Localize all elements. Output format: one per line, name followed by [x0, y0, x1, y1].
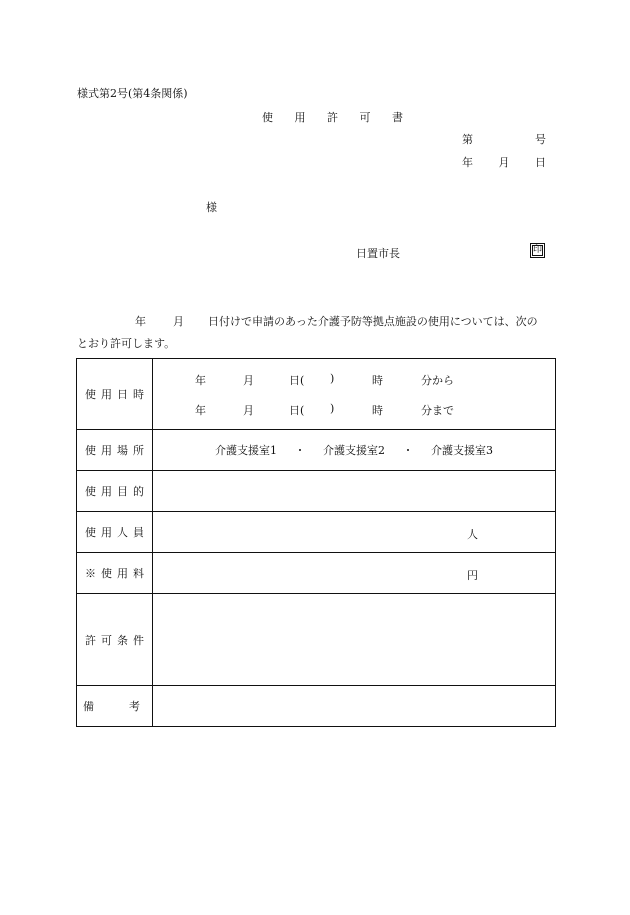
place-option-3: 介護支援室3 [431, 444, 493, 457]
place-separator: ・ [402, 444, 414, 457]
document-title: 使 用 許 可 書 [262, 111, 412, 124]
permit-body-text [77, 311, 557, 355]
table-row-purpose [77, 471, 556, 512]
datetime-value [153, 359, 556, 430]
persons-unit: 人 [467, 528, 478, 541]
place-label: 使用場所 [77, 430, 153, 471]
table-row-conditions [77, 594, 556, 686]
place-options [153, 430, 556, 471]
end-minute: 分まで [421, 404, 454, 417]
seal-stamp: 印 [530, 243, 545, 258]
issue-date-line [462, 154, 546, 170]
remarks-label-char-2: 考 [129, 700, 140, 713]
remarks-label [77, 686, 153, 727]
body-line1: 日付けで申請のあった介護予防等拠点施設の使用については、次の [208, 315, 538, 328]
persons-value [153, 512, 556, 553]
datetime-end-line [153, 394, 555, 424]
permit-details-table [76, 358, 556, 727]
datetime-start-line [153, 364, 555, 394]
start-hour: 時 [372, 374, 383, 387]
table-row-persons [77, 512, 556, 553]
table-row-datetime [77, 359, 556, 430]
persons-label: 使用人員 [77, 512, 153, 553]
permit-number-line [462, 131, 546, 147]
end-month: 月 [243, 404, 254, 417]
end-year: 年 [195, 404, 206, 417]
remarks-label-char-1: 備 [83, 700, 94, 713]
body-year: 年 [135, 315, 146, 328]
place-separator: ・ [294, 444, 306, 457]
fee-label: ※使用料 [77, 553, 153, 594]
purpose-label: 使用目的 [77, 471, 153, 512]
number-suffix: 号 [535, 133, 546, 146]
place-option-2: 介護支援室2 [323, 444, 385, 457]
issuer-name: 日置市長 [356, 247, 400, 260]
table-row-place [77, 430, 556, 471]
start-minute: 分から [421, 374, 454, 387]
table-row-fee [77, 553, 556, 594]
start-paren-close: ) [330, 372, 335, 385]
addressee-honorific: 様 [206, 201, 217, 214]
end-hour: 時 [372, 404, 383, 417]
start-month: 月 [243, 374, 254, 387]
date-month: 月 [498, 156, 510, 169]
date-year: 年 [462, 156, 473, 169]
date-day: 日 [535, 156, 546, 169]
fee-unit: 円 [467, 569, 478, 582]
conditions-value [153, 594, 556, 686]
purpose-value [153, 471, 556, 512]
number-prefix: 第 [462, 133, 473, 146]
end-day: 日( [289, 404, 305, 417]
body-line2: とおり許可します。 [77, 337, 176, 350]
fee-value [153, 553, 556, 594]
place-option-1: 介護支援室1 [215, 444, 277, 457]
form-number-label: 様式第2号(第4条関係) [77, 87, 188, 100]
remarks-value [153, 686, 556, 727]
datetime-label: 使用日時 [77, 359, 153, 430]
table-row-remarks [77, 686, 556, 727]
start-year: 年 [195, 374, 206, 387]
start-day: 日( [289, 374, 305, 387]
conditions-label: 許可条件 [77, 594, 153, 686]
end-paren-close: ) [330, 402, 335, 415]
body-month: 月 [173, 315, 184, 328]
